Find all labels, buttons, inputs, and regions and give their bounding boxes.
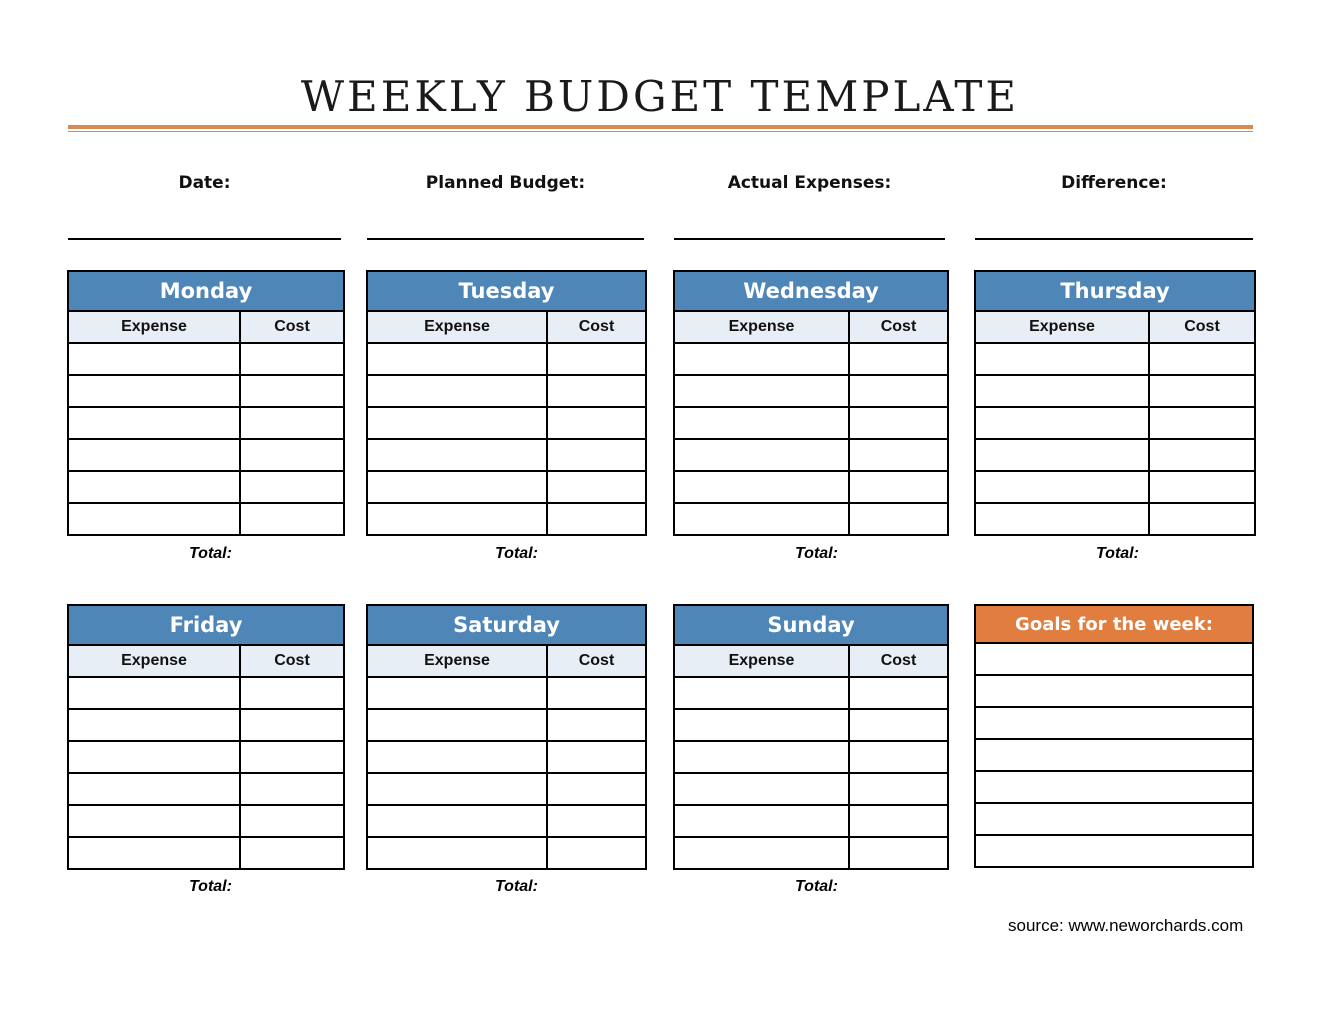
- cost-cell[interactable]: [849, 837, 948, 869]
- planned-budget-field[interactable]: [367, 238, 644, 240]
- expense-cell[interactable]: [68, 343, 240, 375]
- cost-cell[interactable]: [849, 407, 948, 439]
- goals-title: Goals for the week:: [975, 605, 1253, 643]
- cost-cell[interactable]: [240, 773, 344, 805]
- cost-cell[interactable]: [849, 773, 948, 805]
- day-table-sunday: [673, 604, 949, 870]
- actual-expenses-field[interactable]: [674, 238, 945, 240]
- cost-cell[interactable]: [547, 375, 646, 407]
- cost-cell[interactable]: [547, 677, 646, 709]
- expense-cell[interactable]: [674, 773, 849, 805]
- expense-cell[interactable]: [68, 439, 240, 471]
- expense-cell[interactable]: [367, 805, 547, 837]
- expense-cell[interactable]: [367, 677, 547, 709]
- cost-cell[interactable]: [1149, 375, 1255, 407]
- cost-cell[interactable]: [849, 439, 948, 471]
- goal-line[interactable]: [975, 835, 1253, 867]
- cost-column-header: Cost: [849, 645, 948, 677]
- expense-cell[interactable]: [367, 503, 547, 535]
- expense-cell[interactable]: [367, 709, 547, 741]
- cost-cell[interactable]: [240, 741, 344, 773]
- expense-cell[interactable]: [975, 439, 1149, 471]
- cost-cell[interactable]: [1149, 471, 1255, 503]
- expense-cell[interactable]: [68, 375, 240, 407]
- day-table-wednesday: [673, 270, 949, 536]
- cost-cell[interactable]: [240, 503, 344, 535]
- cost-cell[interactable]: [849, 503, 948, 535]
- cost-cell[interactable]: [240, 375, 344, 407]
- expense-cell[interactable]: [68, 805, 240, 837]
- day-title: Sunday: [674, 605, 948, 645]
- goal-line[interactable]: [975, 643, 1253, 675]
- expense-cell[interactable]: [367, 471, 547, 503]
- cost-cell[interactable]: [547, 805, 646, 837]
- expense-cell[interactable]: [674, 503, 849, 535]
- cost-column-header: Cost: [849, 311, 948, 343]
- expense-cell[interactable]: [674, 407, 849, 439]
- expense-cell[interactable]: [367, 837, 547, 869]
- cost-cell[interactable]: [547, 741, 646, 773]
- cost-cell[interactable]: [849, 709, 948, 741]
- total-label: Total:: [189, 545, 232, 562]
- goal-line[interactable]: [975, 707, 1253, 739]
- cost-cell[interactable]: [849, 741, 948, 773]
- title-underline-thin: [68, 131, 1253, 132]
- planned-budget-label: Planned Budget:: [425, 173, 586, 193]
- cost-cell[interactable]: [547, 837, 646, 869]
- expense-cell[interactable]: [674, 677, 849, 709]
- cost-cell[interactable]: [240, 471, 344, 503]
- cost-cell[interactable]: [547, 503, 646, 535]
- expense-cell[interactable]: [975, 343, 1149, 375]
- expense-cell[interactable]: [674, 343, 849, 375]
- expense-cell[interactable]: [68, 407, 240, 439]
- goal-line[interactable]: [975, 771, 1253, 803]
- page-title: WEEKLY BUDGET TEMPLATE: [300, 72, 1020, 121]
- goal-line[interactable]: [975, 675, 1253, 707]
- expense-cell[interactable]: [367, 343, 547, 375]
- cost-cell[interactable]: [240, 677, 344, 709]
- cost-cell[interactable]: [547, 343, 646, 375]
- day-title: Tuesday: [367, 271, 646, 311]
- total-label: Total:: [495, 545, 538, 562]
- expense-cell[interactable]: [975, 503, 1149, 535]
- source-credit: source: www.neworchards.com: [1008, 916, 1244, 935]
- day-title: Wednesday: [674, 271, 948, 311]
- expense-cell[interactable]: [68, 709, 240, 741]
- cost-cell[interactable]: [240, 439, 344, 471]
- expense-cell[interactable]: [68, 503, 240, 535]
- actual-expenses-label: Actual Expenses:: [727, 173, 892, 193]
- day-table-monday: [67, 270, 345, 536]
- expense-cell[interactable]: [68, 741, 240, 773]
- day-table-thursday: [974, 270, 1256, 536]
- expense-column-header: Expense: [68, 645, 240, 677]
- cost-cell[interactable]: [849, 343, 948, 375]
- expense-cell[interactable]: [367, 773, 547, 805]
- day-table-tuesday: [366, 270, 647, 536]
- day-title: Friday: [68, 605, 344, 645]
- goal-line[interactable]: [975, 739, 1253, 771]
- expense-cell[interactable]: [674, 709, 849, 741]
- expense-cell[interactable]: [367, 375, 547, 407]
- total-label: Total:: [1096, 545, 1139, 562]
- cost-cell[interactable]: [240, 407, 344, 439]
- cost-column-header: Cost: [547, 645, 646, 677]
- cost-cell[interactable]: [849, 375, 948, 407]
- expense-cell[interactable]: [674, 805, 849, 837]
- expense-cell[interactable]: [68, 677, 240, 709]
- expense-cell[interactable]: [367, 439, 547, 471]
- expense-column-header: Expense: [975, 311, 1149, 343]
- cost-cell[interactable]: [240, 805, 344, 837]
- cost-column-header: Cost: [547, 311, 646, 343]
- expense-column-header: Expense: [68, 311, 240, 343]
- expense-cell[interactable]: [674, 471, 849, 503]
- expense-cell[interactable]: [975, 375, 1149, 407]
- day-table-saturday: [366, 604, 647, 870]
- expense-cell[interactable]: [68, 773, 240, 805]
- expense-column-header: Expense: [674, 645, 849, 677]
- expense-cell[interactable]: [674, 741, 849, 773]
- cost-cell[interactable]: [547, 773, 646, 805]
- expense-cell[interactable]: [975, 471, 1149, 503]
- difference-label: Difference:: [1061, 173, 1167, 193]
- expense-column-header: Expense: [674, 311, 849, 343]
- cost-cell[interactable]: [849, 805, 948, 837]
- cost-cell[interactable]: [547, 439, 646, 471]
- total-label: Total:: [795, 545, 838, 562]
- cost-cell[interactable]: [547, 709, 646, 741]
- cost-cell[interactable]: [1149, 407, 1255, 439]
- expense-cell[interactable]: [68, 837, 240, 869]
- cost-cell[interactable]: [1149, 503, 1255, 535]
- cost-cell[interactable]: [240, 709, 344, 741]
- expense-cell[interactable]: [674, 837, 849, 869]
- total-label: Total:: [795, 878, 838, 895]
- title-underline: [68, 125, 1253, 129]
- total-label: Total:: [495, 878, 538, 895]
- expense-cell[interactable]: [674, 439, 849, 471]
- day-table-friday: [67, 604, 345, 870]
- cost-column-header: Cost: [1149, 311, 1255, 343]
- goals-table: [974, 604, 1254, 868]
- day-title: Monday: [68, 271, 344, 311]
- expense-cell[interactable]: [367, 741, 547, 773]
- cost-cell[interactable]: [849, 677, 948, 709]
- expense-cell[interactable]: [975, 407, 1149, 439]
- cost-cell[interactable]: [547, 407, 646, 439]
- expense-cell[interactable]: [367, 407, 547, 439]
- expense-cell[interactable]: [674, 375, 849, 407]
- date-label: Date:: [178, 173, 231, 193]
- difference-field[interactable]: [975, 238, 1253, 240]
- expense-column-header: Expense: [367, 311, 547, 343]
- cost-column-header: Cost: [240, 311, 344, 343]
- date-field[interactable]: [68, 238, 341, 240]
- cost-cell[interactable]: [240, 343, 344, 375]
- goal-line[interactable]: [975, 803, 1253, 835]
- expense-cell[interactable]: [68, 471, 240, 503]
- cost-cell[interactable]: [240, 837, 344, 869]
- cost-cell[interactable]: [1149, 343, 1255, 375]
- cost-cell[interactable]: [1149, 439, 1255, 471]
- cost-column-header: Cost: [240, 645, 344, 677]
- day-title: Saturday: [367, 605, 646, 645]
- total-label: Total:: [189, 878, 232, 895]
- expense-column-header: Expense: [367, 645, 547, 677]
- cost-cell[interactable]: [849, 471, 948, 503]
- cost-cell[interactable]: [547, 471, 646, 503]
- day-title: Thursday: [975, 271, 1255, 311]
